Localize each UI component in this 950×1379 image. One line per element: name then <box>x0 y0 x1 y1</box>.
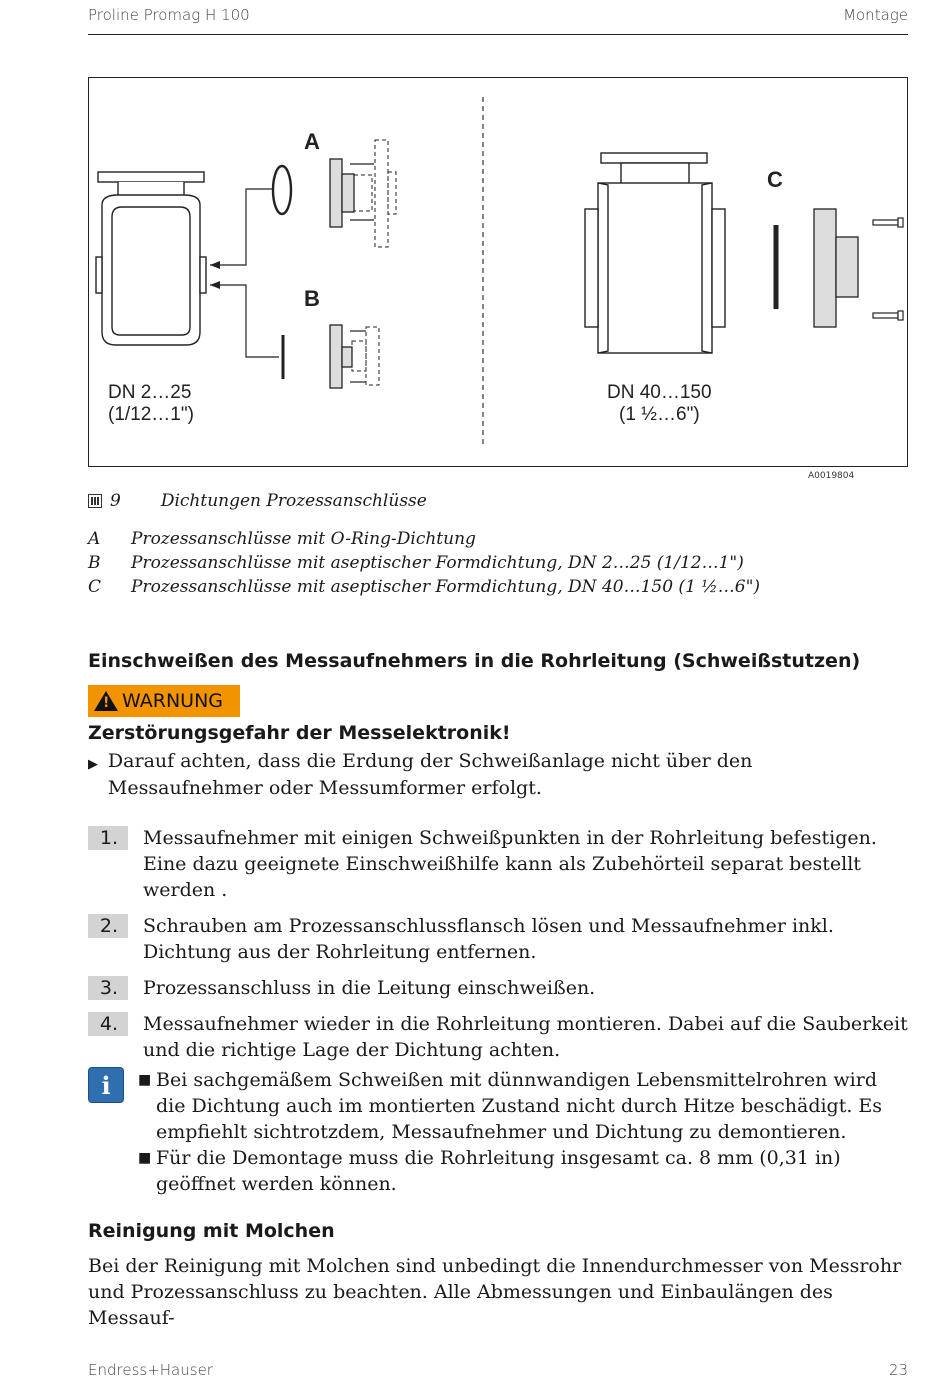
info-text: Für die Demontage muss die Rohrleitung insgesamt ca. 8 mm (0,31 in) geöffnet werden können. <box>156 1147 841 1195</box>
legend-key: A <box>88 529 101 549</box>
arrow-bullet-icon: ▶ <box>88 757 98 772</box>
right-size-line2: (1 ½…6") <box>619 404 700 425</box>
step-number: 1. <box>88 826 128 850</box>
info-text: Bei sachgemäßem Schweißen mit dünnwandigen Lebensmittelrohren wird die Dichtung auch im montierten Zustand nicht durch Hitze beschädigt. Es empfiehlt sichtrotzdem, Messaufnehmer und Dichtung zu demontieren. <box>156 1069 883 1143</box>
warning-instruction <box>88 748 908 802</box>
label-b: B <box>304 286 320 311</box>
figure-caption <box>88 491 427 511</box>
right-size-line1: DN 40…150 <box>607 382 712 403</box>
legend-key: B <box>88 553 101 573</box>
section-heading-welding: Einschweißen des Messaufnehmers in die Rohrleitung (Schweißstutzen) <box>88 650 861 672</box>
list-item <box>138 1067 908 1145</box>
warning-text: Darauf achten, dass die Erdung der Schweißanlage nicht über den Messaufnehmer oder Messumformer erfolgt. <box>107 750 753 799</box>
legend-item <box>88 551 760 575</box>
warning-badge <box>88 685 240 717</box>
figure-legend <box>88 527 760 599</box>
legend-item <box>88 527 760 551</box>
list-item <box>88 975 908 1001</box>
page-number: 23 <box>888 1361 908 1379</box>
step-list <box>88 825 908 1073</box>
caption-text: Dichtungen Prozessanschlüsse <box>160 491 427 511</box>
seal-diagram <box>88 77 908 467</box>
left-size-line1: DN 2…25 <box>108 382 192 403</box>
list-item <box>88 913 908 965</box>
step-text: Prozessanschluss in die Leitung einschweißen. <box>143 977 596 999</box>
warning-title: Zerstörungsgefahr der Messelektronik! <box>88 722 511 744</box>
header-title: Proline Promag H 100 <box>88 6 250 24</box>
legend-key: C <box>88 577 102 597</box>
header-section: Montage <box>843 6 908 24</box>
pigging-paragraph: Bei der Reinigung mit Molchen sind unbedingt die Innendurchmesser von Messrohr und Prozessanschluss zu beachten. Alle Abmessungen und Einbaulängen des Messauf- <box>88 1255 902 1329</box>
list-item <box>88 825 908 903</box>
left-size-line2: (1/12…1") <box>108 404 194 425</box>
legend-item <box>88 575 760 599</box>
legend-text: Prozessanschlüsse mit aseptischer Formdichtung, DN 2…25 (1/12…1") <box>131 553 744 573</box>
caption-number: 9 <box>110 491 121 511</box>
step-text: Messaufnehmer mit einigen Schweißpunkten in der Rohrleitung befestigen. Eine dazu geeignete Einschweißhilfe kann als Zubehörteil separat bestellt werden . <box>143 827 877 901</box>
label-a: A <box>304 129 320 154</box>
info-icon: i <box>88 1067 124 1103</box>
step-number: 3. <box>88 976 128 1000</box>
legend-text: Prozessanschlüsse mit aseptischer Formdichtung, DN 40…150 (1 ½…6") <box>131 577 761 597</box>
list-item <box>88 1011 908 1063</box>
square-bullet-icon: ■ <box>138 1072 152 1088</box>
figure-id: A0019804 <box>808 471 855 481</box>
large-sensor-drawing <box>585 153 725 353</box>
legend-text: Prozessanschlüsse mit O-Ring-Dichtung <box>131 529 476 549</box>
square-bullet-icon: ■ <box>138 1150 152 1166</box>
footer-brand: Endress+Hauser <box>88 1361 213 1379</box>
step-number: 4. <box>88 1012 128 1036</box>
step-number: 2. <box>88 914 128 938</box>
step-text: Messaufnehmer wieder in die Rohrleitung montieren. Dabei auf die Sauberkeit und die richtige Lage der Dichtung achten. <box>143 1013 908 1061</box>
header-rule <box>88 34 908 35</box>
section-heading-pigging: Reinigung mit Molchen <box>88 1220 335 1242</box>
list-item <box>138 1145 908 1197</box>
graphic-icon <box>88 494 102 508</box>
warning-triangle-icon: ! <box>94 691 118 711</box>
small-sensor-drawing <box>96 172 206 345</box>
step-text: Schrauben am Prozessanschlussflansch lösen und Messaufnehmer inkl. Dichtung aus der Rohrleitung entfernen. <box>143 915 834 963</box>
label-c: C <box>767 167 783 192</box>
warning-badge-label: WARNUNG <box>122 690 224 712</box>
